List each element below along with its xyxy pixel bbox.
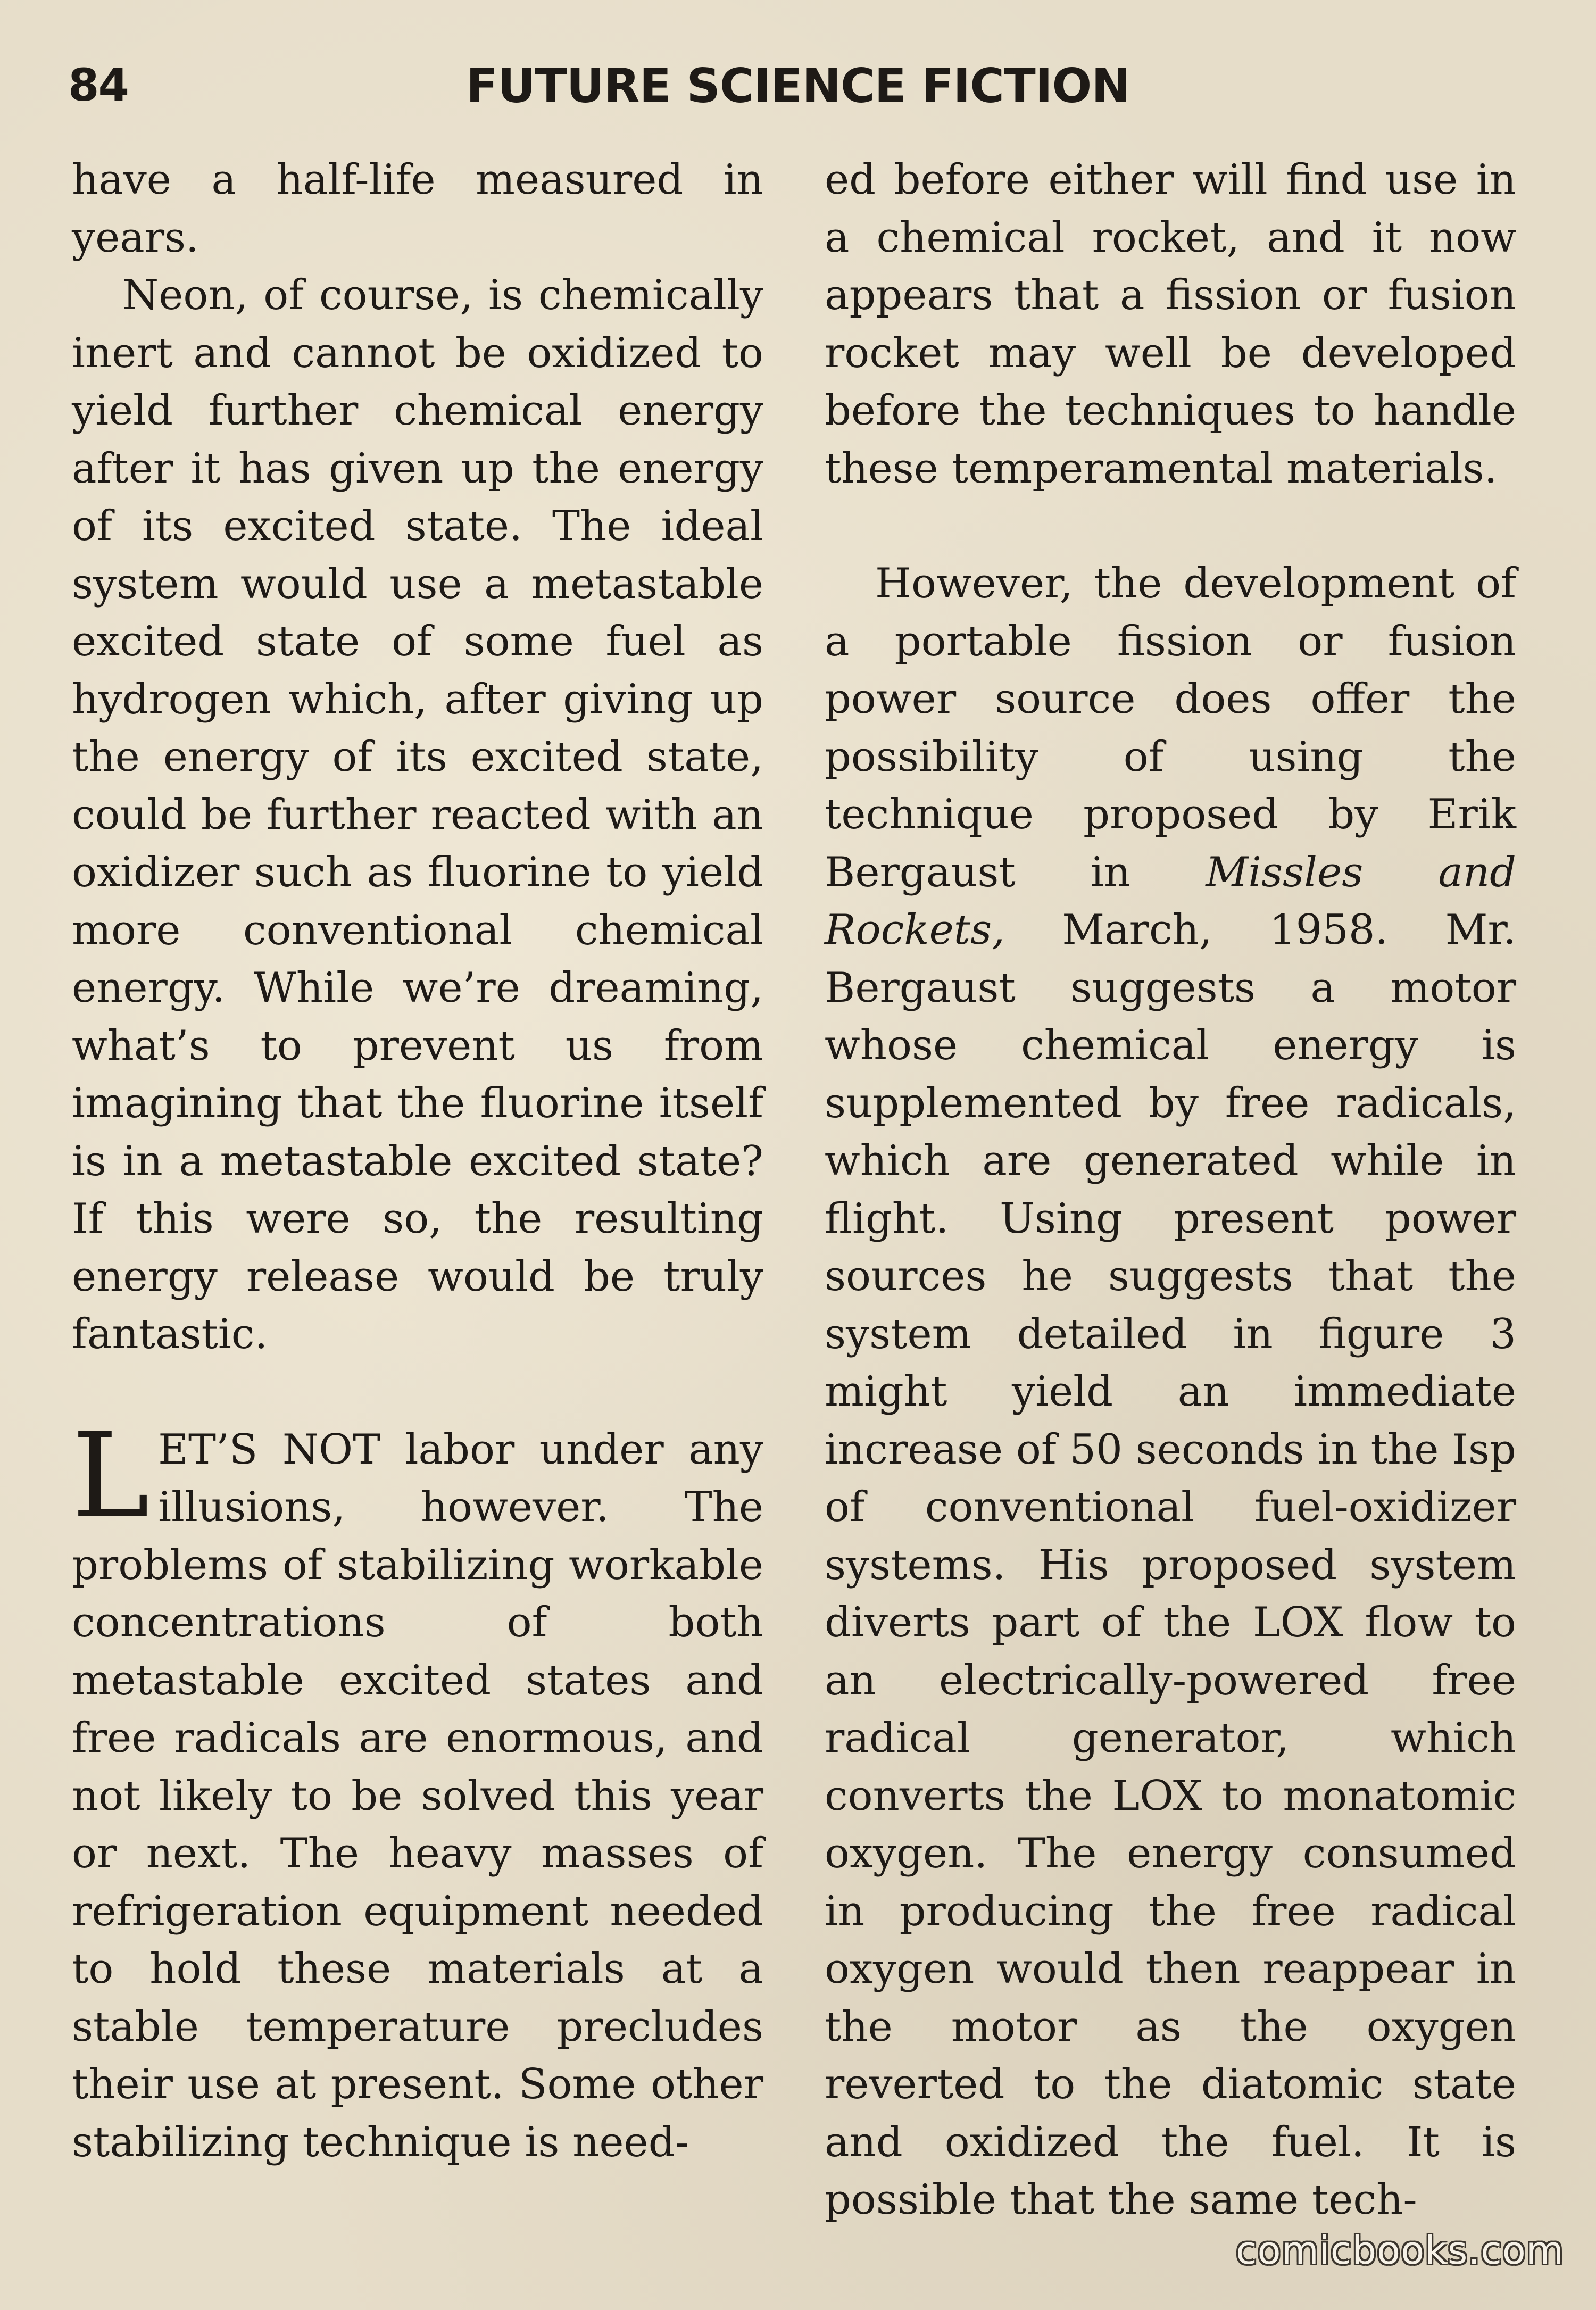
paragraph-4: ed before either will find use in a chemical rocket, and it now appears that a fission or fusion rocket may well be developed before the techniques to handle these temperamental materials. bbox=[825, 156, 1516, 493]
paragraph-5-text-a: However, the development of a portable fission or fusion power source does offer the possibility of using the technique proposed by Erik Bergaust in bbox=[825, 560, 1516, 896]
section-gap bbox=[72, 1364, 763, 1421]
paragraph-5-text-b: March, 1958. Mr. Bergaust suggests a motor whose chemical energy is supplemented by free radicals, which are generated while in flight. Using present power sources he suggests that the system detailed in figure 3 might yield an immediate increase of 50 seconds in the Isp of conventional fuel-oxidizer systems. His proposed system diverts part of the LOX flow to an electrically-powered free radical generator, which converts the LOX to monatomic oxygen. The energy consumed in producing the free radical oxygen would then reappear in the motor as the oxygen reverted to the diatomic state and oxidized the fuel. It is possible that the same tech- bbox=[825, 906, 1516, 2224]
watermark: comicbooks.com bbox=[1235, 2228, 1564, 2273]
paragraph-3-text: labor under any illusions, however. The problems of stabilizing workable concentrations of both metastable excited states and free radicals are enormous, and not likely to be solved this year or next. The heavy masses of refrigeration equipment needed to hold these materials at a stable temperature precludes their use at present. Some other stabilizing technique is need- bbox=[72, 1425, 763, 2166]
paragraph-1: have a half-life measured in years. bbox=[72, 156, 763, 262]
paragraph-3 bbox=[72, 1407, 763, 2172]
drop-cap: L bbox=[72, 1407, 150, 1544]
page-number: 84 bbox=[68, 59, 128, 111]
lead-in: ET’S NOT bbox=[158, 1425, 381, 1474]
paragraph-5 bbox=[825, 555, 1516, 2229]
running-head: FUTURE SCIENCE FICTION bbox=[466, 59, 1130, 113]
publication-title: Missles and Rockets, bbox=[825, 848, 1517, 954]
section-gap bbox=[825, 497, 1516, 555]
paragraph-2: Neon, of course, is chemically inert and cannot be oxidized to yield further chemical energy after it has given up the energy of its excited state. The ideal system would use a metastable excited state of some fuel as hydrogen which, after giving up the energy of its excited state, could be further reacted with an oxidizer such as fluorine to yield more conventional chemical energy. While we’re dreaming, what’s to prevent us from imagining that the fluorine itself is in a metastable excited state? If this were so, the resulting energy release would be truly fantastic. bbox=[72, 271, 763, 1358]
right-column bbox=[825, 151, 1516, 2229]
left-column bbox=[72, 151, 763, 2171]
